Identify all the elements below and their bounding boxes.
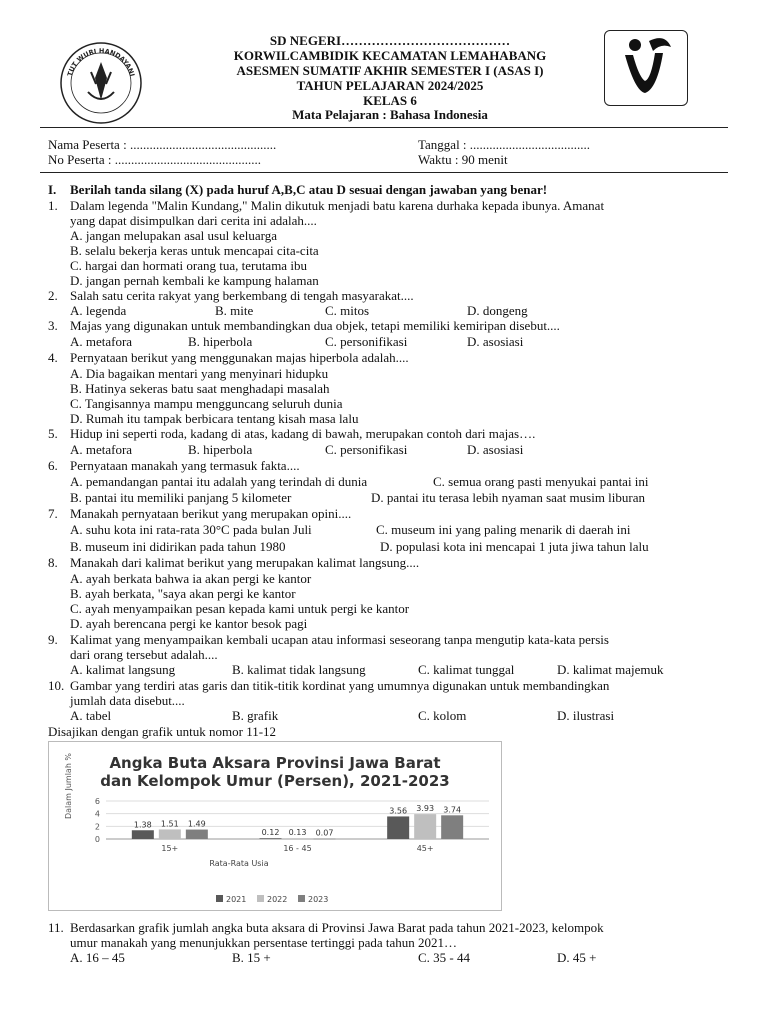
- office-name: KORWILCAMBIDIK KECAMATAN LEMAHABANG: [233, 48, 547, 63]
- bar-2023: [314, 839, 336, 840]
- option-b[interactable]: B. hiperbola: [188, 442, 253, 457]
- question-text: Pernyataan berikut yang menggunakan majas hiperbola adalah....: [70, 350, 409, 365]
- legend-label: 2021: [226, 895, 247, 904]
- x-tick-label: 16 - 45: [283, 844, 312, 853]
- option-a[interactable]: A. legenda: [70, 303, 127, 318]
- option-c[interactable]: C. 35 - 44: [418, 950, 470, 965]
- bar-2021: [260, 838, 282, 839]
- option-a[interactable]: A. Dia bagaikan mentari yang menyinari hidupku: [70, 366, 329, 381]
- bar-2022: [159, 829, 181, 839]
- legend-swatch-2022: [257, 895, 264, 902]
- option-c[interactable]: C. hargai dan hormati orang tua, terutama ibu: [70, 258, 307, 273]
- bar-2022: [414, 814, 436, 839]
- chart-intro: Disajikan dengan grafik untuk nomor 11-12: [48, 724, 277, 739]
- question-text: dari orang tersebut adalah....: [70, 647, 218, 662]
- question-text: Manakah dari kalimat berikut yang merupakan kalimat langsung....: [70, 555, 420, 570]
- option-a[interactable]: A. ayah berkata bahwa ia akan pergi ke kantor: [70, 571, 312, 586]
- option-a[interactable]: A. 16 – 45: [70, 950, 125, 965]
- identity-divider: [40, 172, 728, 173]
- option-c[interactable]: C. mitos: [325, 303, 370, 318]
- question-number: 3.: [48, 318, 58, 333]
- header-divider: [40, 127, 728, 128]
- legend-swatch-2023: [298, 895, 305, 902]
- legend-swatch-2021: [216, 895, 223, 902]
- bar-2021: [387, 816, 409, 839]
- question-number: 8.: [48, 555, 58, 570]
- option-b[interactable]: B. pantai itu memiliki panjang 5 kilometer: [70, 490, 292, 505]
- bar-value-label: 0.07: [315, 828, 334, 838]
- chart-title: Angka Buta Aksara Provinsi Jawa Barat: [109, 754, 441, 772]
- logo-text: TUT WURI HANDAYANI: [65, 46, 137, 78]
- literacy-chart: [48, 741, 502, 911]
- x-axis-label: Rata-Rata Usia: [209, 859, 269, 868]
- question-number: 5.: [48, 426, 58, 441]
- question-text: Berdasarkan grafik jumlah angka buta aksara di Provinsi Jawa Barat pada tahun 2021-2023, kelompok: [70, 920, 604, 935]
- bar-value-label: 3.74: [443, 805, 462, 815]
- option-b[interactable]: B. grafik: [232, 708, 279, 723]
- option-b[interactable]: B. museum ini didirikan pada tahun 1980: [70, 539, 286, 554]
- question-text: Majas yang digunakan untuk membandingkan dua objek, tetapi memiliki kemiripan disebut....: [70, 318, 560, 333]
- y-tick-label: 4: [94, 809, 100, 819]
- time-field: Waktu : 90 menit: [418, 152, 508, 167]
- y-axis-label: Dalam Jumlah %: [64, 752, 73, 820]
- question-number: 7.: [48, 506, 58, 521]
- subject: Mata Pelajaran : Bahasa Indonesia: [292, 107, 488, 122]
- exam-title: ASESMEN SUMATIF AKHIR SEMESTER I (ASAS I): [236, 63, 544, 78]
- question-text: Kalimat yang menyampaikan kembali ucapan atau informasi seseorang tanpa mengutip kata-kata persis: [70, 632, 609, 647]
- question-number: 6.: [48, 458, 58, 473]
- option-a[interactable]: A. suhu kota ini rata-rata 30°C pada bulan Juli: [70, 522, 312, 537]
- option-a[interactable]: A. kalimat langsung: [70, 662, 176, 677]
- option-a[interactable]: A. metafora: [70, 442, 133, 457]
- option-b[interactable]: B. hiperbola: [188, 334, 253, 349]
- option-d[interactable]: D. dongeng: [467, 303, 528, 318]
- tut-wuri-handayani-logo: [58, 40, 144, 126]
- legend-label: 2022: [267, 895, 288, 904]
- option-a[interactable]: A. metafora: [70, 334, 133, 349]
- question-text: jumlah data disebut....: [70, 693, 185, 708]
- bar-2023: [186, 830, 208, 839]
- bar-value-label: 0.13: [288, 828, 307, 838]
- bar-value-label: 3.56: [389, 806, 408, 816]
- option-b[interactable]: B. 15 +: [232, 950, 271, 965]
- bar-value-label: 3.93: [416, 804, 435, 814]
- question-number: 2.: [48, 288, 58, 303]
- question-number: 10.: [48, 678, 65, 693]
- option-d[interactable]: D. Rumah itu tampak berbicara tentang kisah masa lalu: [70, 411, 359, 426]
- option-b[interactable]: B. selalu bekerja keras untuk mencapai cita-cita: [70, 243, 319, 258]
- option-d[interactable]: D. 45 +: [557, 950, 597, 965]
- x-tick-label: 15+: [161, 844, 179, 853]
- question-text: Pernyataan manakah yang termasuk fakta....: [70, 458, 300, 473]
- question-text: Hidup ini seperti roda, kadang di atas, kadang di bawah, merupakan contoh dari majas….: [70, 426, 536, 441]
- question-text: umur manakah yang menunjukkan persentase tertinggi pada tahun 2021…: [70, 935, 458, 950]
- option-d[interactable]: D. ilustrasi: [557, 708, 615, 723]
- bar-value-label: 1.51: [160, 819, 179, 829]
- option-a[interactable]: A. pemandangan pantai itu adalah yang terindah di dunia: [70, 474, 368, 489]
- option-d[interactable]: D. pantai itu terasa lebih nyaman saat musim liburan: [371, 490, 646, 505]
- bar-value-label: 0.12: [261, 828, 280, 838]
- option-d[interactable]: D. populasi kota ini mencapai 1 juta jiwa tahun lalu: [380, 539, 649, 554]
- option-a[interactable]: A. tabel: [70, 708, 112, 723]
- question-number: 1.: [48, 198, 58, 213]
- question-text: Salah satu cerita rakyat yang berkembang di tengah masyarakat....: [70, 288, 414, 303]
- bar-value-label: 1.38: [133, 820, 152, 830]
- option-c[interactable]: C. kalimat tunggal: [418, 662, 515, 677]
- option-c[interactable]: C. personifikasi: [325, 442, 408, 457]
- option-d[interactable]: D. kalimat majemuk: [557, 662, 664, 677]
- bar-2021: [132, 830, 154, 839]
- bar-2022: [287, 838, 309, 839]
- option-b[interactable]: B. mite: [215, 303, 254, 318]
- school-name: SD NEGERI…………………………………: [269, 33, 511, 48]
- question-text: Gambar yang terdiri atas garis dan titik-titik kordinat yang umumnya digunakan untuk membandingkan: [70, 678, 610, 693]
- legend-label: 2023: [308, 895, 329, 904]
- option-c[interactable]: C. ayah menyampaikan pesan kepada kami untuk pergi ke kantor: [70, 601, 410, 616]
- option-d[interactable]: D. ayah berencana pergi ke kantor besok pagi: [70, 616, 308, 631]
- school-year: TAHUN PELAJARAN 2024/2025: [296, 78, 484, 93]
- chart-plot: [49, 742, 501, 910]
- question-text: Dalam legenda "Malin Kundang," Malin dikutuk menjadi batu karena durhaka kepada ibunya. Amanat: [70, 198, 605, 213]
- question-text: yang dapat disimpulkan dari cerita ini adalah....: [70, 213, 317, 228]
- section-instruction: Berilah tanda silang (X) pada huruf A,B,C atau D sesuai dengan jawaban yang benar!: [70, 182, 548, 197]
- option-d[interactable]: D. jangan pernah kembali ke kampung halaman: [70, 273, 319, 288]
- option-c[interactable]: C. semua orang pasti menyukai pantai ini: [433, 474, 649, 489]
- question-number: 9.: [48, 632, 58, 647]
- date-field[interactable]: Tanggal : .....................................: [418, 137, 591, 152]
- question-number: 11.: [48, 920, 64, 935]
- y-tick-label: 2: [94, 822, 100, 832]
- bar-2023: [441, 815, 463, 839]
- bar-value-label: 1.49: [187, 819, 206, 829]
- participant-name-field[interactable]: Nama Peserta : .............................................: [48, 137, 277, 152]
- chart-subtitle: dan Kelompok Umur (Persen), 2021-2023: [100, 772, 450, 790]
- section-number: I.: [48, 182, 57, 197]
- option-b[interactable]: B. ayah berkata, "saya akan pergi ke kantor: [70, 586, 296, 601]
- option-d[interactable]: D. asosiasi: [467, 334, 524, 349]
- grade: KELAS 6: [363, 93, 417, 108]
- participant-number-field[interactable]: No Peserta : .............................................: [48, 152, 262, 167]
- option-a[interactable]: A. jangan melupakan asal usul keluarga: [70, 228, 277, 243]
- question-text: Manakah pernyataan berikut yang merupakan opini....: [70, 506, 352, 521]
- y-tick-label: 6: [94, 797, 100, 806]
- option-c[interactable]: C. personifikasi: [325, 334, 408, 349]
- option-b[interactable]: B. kalimat tidak langsung: [232, 662, 366, 677]
- option-d[interactable]: D. asosiasi: [467, 442, 524, 457]
- option-c[interactable]: C. kolom: [418, 708, 467, 723]
- option-b[interactable]: B. Hatinya sekeras batu saat menghadapi masalah: [70, 381, 330, 396]
- y-tick-label: 0: [94, 835, 100, 844]
- question-number: 4.: [48, 350, 58, 365]
- option-c[interactable]: C. museum ini yang paling menarik di daerah ini: [376, 522, 631, 537]
- option-c[interactable]: C. Tangisannya mampu mengguncang seluruh dunia: [70, 396, 343, 411]
- x-tick-label: 45+: [416, 844, 434, 853]
